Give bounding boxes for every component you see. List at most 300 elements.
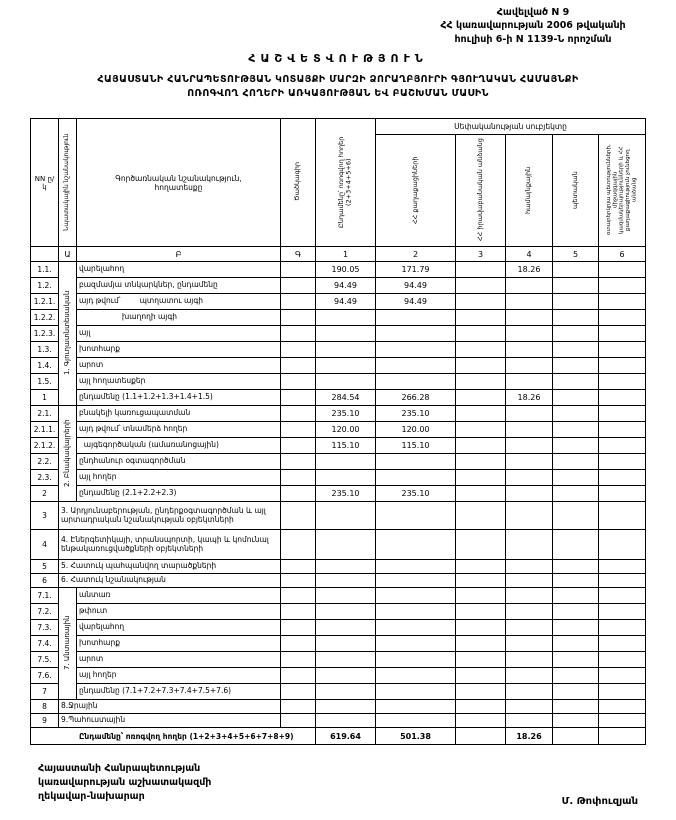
code-cell (281, 470, 316, 486)
col-header-code (281, 119, 316, 247)
land-type-cell: բազմամյա տնկարկներ, ընդամենը (77, 278, 281, 294)
value-cell (376, 684, 456, 700)
value-cell (316, 652, 376, 668)
footer-office-line3: ղեկավար-նախարար (38, 790, 145, 802)
value-cell (376, 502, 456, 530)
value-cell: 94.49 (316, 278, 376, 294)
letter-cell: 1 (316, 247, 376, 262)
row-number-cell: 2.2. (31, 454, 59, 470)
table-row (31, 620, 646, 636)
land-type-cell: այգեգործական (ամառանոցային) (77, 438, 281, 454)
value-cell (456, 326, 506, 342)
code-cell (281, 294, 316, 310)
letter-cell: 3 (456, 247, 506, 262)
row-number-cell: 1.5. (31, 374, 59, 390)
land-type-cell: այլ (77, 326, 281, 342)
value-cell (506, 438, 553, 454)
letter-cell: Ա (59, 247, 77, 262)
land-type-cell: ընդամենը (2.1+2.2+2.3) (77, 486, 281, 502)
value-cell: 120.00 (376, 422, 456, 438)
value-cell (316, 636, 376, 652)
value-cell (599, 326, 646, 342)
row-number-cell: 4 (31, 530, 59, 560)
code-cell (281, 406, 316, 422)
value-cell (316, 470, 376, 486)
value-cell (376, 560, 456, 574)
report-table (30, 118, 646, 745)
land-type-cell: այլ հողեր (77, 668, 281, 684)
letter-cell: 2 (376, 247, 456, 262)
table-row (31, 530, 646, 560)
page-title: ՀԱՇՎԵՏՎՈՒԹՅՈՒՆ (248, 52, 428, 65)
table-row (31, 422, 646, 438)
value-cell (506, 574, 553, 588)
code-cell (281, 588, 316, 604)
table-row (31, 700, 646, 714)
code-cell (281, 574, 316, 588)
col-group-subject: Սեփականության սուբյեկտը (376, 119, 646, 135)
code-cell (281, 390, 316, 406)
value-cell (376, 342, 456, 358)
land-type-cell: անտառ (77, 588, 281, 604)
value-cell (553, 262, 599, 278)
value-cell (599, 486, 646, 502)
code-cell (281, 358, 316, 374)
value-cell (506, 636, 553, 652)
col-header-nn: NN ը/կ (31, 119, 59, 247)
land-type-cell: այդ թվում՝ տնամերձ հողեր (77, 422, 281, 438)
value-cell (599, 502, 646, 530)
code-cell (281, 530, 316, 560)
value-cell (553, 560, 599, 574)
value-cell (599, 470, 646, 486)
table-row (31, 278, 646, 294)
value-cell (553, 728, 599, 745)
value-cell (506, 604, 553, 620)
col-header-total-label: Ընդամենը՝ ոռոգվող հողեր (2+3+4+5+6) (337, 135, 353, 228)
letter-cell: Գ (281, 247, 316, 262)
value-cell (506, 530, 553, 560)
land-type-cell: խոտհարք (77, 342, 281, 358)
value-cell (553, 358, 599, 374)
row-number-cell: 1.2.1. (31, 294, 59, 310)
value-cell (316, 620, 376, 636)
footer-office-line2: կառավարության աշխատակազմի (38, 776, 212, 788)
table-row-grand-total (31, 728, 646, 745)
land-type-cell: 9.Պահուստային (59, 714, 281, 728)
value-cell (553, 294, 599, 310)
row-number-cell: 7.2. (31, 604, 59, 620)
value-cell: 235.10 (376, 486, 456, 502)
value-cell (599, 390, 646, 406)
col-header-citizens-label: ՀՀ քաղաքացիների (410, 155, 419, 224)
value-cell (599, 358, 646, 374)
code-cell (281, 684, 316, 700)
value-cell (456, 684, 506, 700)
value-cell (376, 636, 456, 652)
value-cell (456, 530, 506, 560)
value-cell (316, 684, 376, 700)
value-cell (506, 620, 553, 636)
value-cell (376, 620, 456, 636)
value-cell (316, 530, 376, 560)
code-cell (281, 714, 316, 728)
table-row-subtotal (31, 390, 646, 406)
table-row (31, 652, 646, 668)
value-cell (376, 668, 456, 684)
value-cell (599, 262, 646, 278)
value-cell (599, 668, 646, 684)
value-cell (316, 714, 376, 728)
code-cell (281, 668, 316, 684)
col-header-legal-entities-label: ՀՀ իրավաբանական անձանց (475, 138, 484, 241)
code-cell (281, 422, 316, 438)
value-cell (456, 714, 506, 728)
value-cell (456, 574, 506, 588)
value-cell (553, 588, 599, 604)
value-cell (456, 454, 506, 470)
value-cell (376, 326, 456, 342)
value-cell (456, 262, 506, 278)
value-cell (376, 652, 456, 668)
value-cell (553, 604, 599, 620)
value-cell (376, 374, 456, 390)
value-cell: 235.10 (376, 406, 456, 422)
value-cell (599, 588, 646, 604)
land-type-cell: այլ հողատեսքեր (77, 374, 281, 390)
value-cell (456, 588, 506, 604)
row-number-cell: 7.3. (31, 620, 59, 636)
row-number-cell: 1.2. (31, 278, 59, 294)
value-cell (506, 342, 553, 358)
value-cell (599, 714, 646, 728)
code-cell (281, 560, 316, 574)
land-type-cell: վարելահող (77, 620, 281, 636)
code-cell (281, 438, 316, 454)
signature-name: Մ. Թոփուզյան (561, 796, 638, 807)
value-cell (599, 438, 646, 454)
value-cell (456, 294, 506, 310)
value-cell (553, 438, 599, 454)
value-cell (456, 406, 506, 422)
value-cell (553, 684, 599, 700)
col-header-state-label: պետական (570, 170, 579, 209)
code-cell (281, 310, 316, 326)
table-row (31, 454, 646, 470)
table-row (31, 502, 646, 530)
value-cell (553, 574, 599, 588)
row-number-cell: 7.6. (31, 668, 59, 684)
footer-office-line1: Հայաստանի Հանրապետության (38, 763, 201, 774)
value-cell (553, 502, 599, 530)
value-cell (599, 684, 646, 700)
value-cell (316, 502, 376, 530)
value-cell (506, 310, 553, 326)
col-header-purpose (59, 119, 77, 247)
value-cell: 94.49 (316, 294, 376, 310)
row-number-cell: 6 (31, 574, 59, 588)
table-row (31, 262, 646, 278)
code-cell (281, 454, 316, 470)
value-cell (553, 714, 599, 728)
row-number-cell: 2.1.1. (31, 422, 59, 438)
land-type-cell: այլ հողեր (77, 470, 281, 486)
row-number-cell: 1.4. (31, 358, 59, 374)
table-row (31, 326, 646, 342)
value-cell (506, 588, 553, 604)
section-cell-settlements (59, 406, 77, 502)
value-cell (553, 310, 599, 326)
grand-total-label: Ընդամենը՝ ոռոգվող հողեր (1+2+3+4+5+6+7+8+9) (31, 728, 316, 745)
col-header-community (506, 135, 553, 247)
value-cell: 190.05 (316, 262, 376, 278)
value-cell: 94.49 (376, 294, 456, 310)
value-cell (456, 700, 506, 714)
col-header-code-label: Ծածկագիր (293, 162, 302, 201)
value-cell (553, 636, 599, 652)
row-number-cell: 1.2.3. (31, 326, 59, 342)
row-number-cell: 1.2.2. (31, 310, 59, 326)
value-cell (553, 406, 599, 422)
section-label: 1. Գյուղատնտեսական (63, 290, 72, 375)
table-row-subtotal (31, 684, 646, 700)
value-cell: 18.26 (506, 728, 553, 745)
row-number-cell: 8 (31, 700, 59, 714)
land-type-cell: խոտհարք (77, 636, 281, 652)
value-cell (599, 560, 646, 574)
value-cell (376, 454, 456, 470)
value-cell (316, 574, 376, 588)
value-cell (553, 374, 599, 390)
value-cell (553, 620, 599, 636)
row-number-cell: 1.1. (31, 262, 59, 278)
value-cell (456, 390, 506, 406)
value-cell: 115.10 (376, 438, 456, 454)
row-number-cell: 3 (31, 502, 59, 530)
title-block (0, 52, 676, 99)
land-type-cell: ընդամենը (7.1+7.2+7.3+7.4+7.5+7.6) (77, 684, 281, 700)
value-cell (376, 588, 456, 604)
table-row (31, 310, 646, 326)
col-header-foreign-label: օտարերկրյա պետությունների, միջազգային կազմակերպությունների և ՀՀ քաղաքացիություն չունեցող անձանց (606, 144, 638, 235)
value-cell (553, 422, 599, 438)
table-row (31, 342, 646, 358)
code-cell (281, 374, 316, 390)
value-cell: 235.10 (316, 486, 376, 502)
value-cell (456, 278, 506, 294)
value-cell (316, 560, 376, 574)
value-cell (316, 604, 376, 620)
letter-cell (31, 247, 59, 262)
table-row (31, 574, 646, 588)
col-header-community-label: համայնքային (524, 165, 533, 214)
row-number-cell: 2.1.2. (31, 438, 59, 454)
value-cell (506, 326, 553, 342)
value-cell (599, 574, 646, 588)
value-cell (456, 358, 506, 374)
value-cell (316, 374, 376, 390)
value-cell (316, 454, 376, 470)
table-row (31, 560, 646, 574)
value-cell (599, 636, 646, 652)
table-row (31, 588, 646, 604)
table-row (31, 406, 646, 422)
value-cell (316, 326, 376, 342)
row-number-cell: 5 (31, 560, 59, 574)
section-label: 2. Բնակավայրերի (63, 418, 72, 487)
appendix-block (418, 6, 648, 46)
value-cell (553, 668, 599, 684)
row-number-cell: 1.3. (31, 342, 59, 358)
value-cell (599, 294, 646, 310)
footer-office (38, 762, 211, 803)
value-cell (599, 374, 646, 390)
land-type-cell: վարելահող (77, 262, 281, 278)
value-cell (599, 604, 646, 620)
section-label: 7. Անտառային (63, 615, 72, 670)
value-cell (456, 668, 506, 684)
land-type-cell: բնակելի կառուցապատման (77, 406, 281, 422)
value-cell (553, 700, 599, 714)
code-cell (281, 278, 316, 294)
value-cell: 619.64 (316, 728, 376, 745)
col-header-state (553, 135, 599, 247)
land-type-cell: ընդամենը (1.1+1.2+1.3+1.4+1.5) (77, 390, 281, 406)
land-type-cell: արոտ (77, 358, 281, 374)
land-type-cell: խաղողի այգի (77, 310, 281, 326)
col-header-functional: Գործառնական նշանակություն, հողատեսքը (77, 119, 281, 247)
letter-cell: 4 (506, 247, 553, 262)
land-type-cell: ընդհանուր օգտագործման (77, 454, 281, 470)
land-type-cell: արոտ (77, 652, 281, 668)
value-cell (316, 588, 376, 604)
value-cell: 18.26 (506, 262, 553, 278)
value-cell (316, 342, 376, 358)
value-cell (506, 502, 553, 530)
value-cell: 94.49 (376, 278, 456, 294)
value-cell (506, 406, 553, 422)
value-cell (376, 574, 456, 588)
value-cell (456, 728, 506, 745)
table-row (31, 374, 646, 390)
row-number-cell: 2.1. (31, 406, 59, 422)
table-row (31, 294, 646, 310)
value-cell (456, 636, 506, 652)
column-letter-row (31, 247, 646, 262)
col-header-legal-entities (456, 135, 506, 247)
table-row (31, 636, 646, 652)
appendix-decree-line2: հուլիսի 6-ի N 1139-Ն որոշման (454, 33, 612, 45)
value-cell (456, 486, 506, 502)
land-type-cell: թփուտ (77, 604, 281, 620)
value-cell (553, 278, 599, 294)
value-cell (456, 310, 506, 326)
value-cell (599, 700, 646, 714)
appendix-number: Հավելված N 9 (496, 7, 570, 18)
value-cell (599, 406, 646, 422)
letter-cell: 6 (599, 247, 646, 262)
value-cell (599, 530, 646, 560)
col-header-foreign (599, 135, 646, 247)
land-type-cell: 6. Հատուկ նշանակության (59, 574, 281, 588)
land-type-cell: այդ թվում՝ պտղատու այգի (77, 294, 281, 310)
value-cell (599, 310, 646, 326)
col-header-purpose-label: Նպատակային նշանակություն (63, 132, 71, 231)
value-cell: 115.10 (316, 438, 376, 454)
value-cell (599, 728, 646, 745)
value-cell (553, 486, 599, 502)
value-cell (456, 560, 506, 574)
value-cell (376, 310, 456, 326)
value-cell (599, 620, 646, 636)
value-cell: 266.28 (376, 390, 456, 406)
row-number-cell: 2.3. (31, 470, 59, 486)
header-row-group (31, 119, 646, 135)
title-subtitle-1: ՀԱՅԱՍՏԱՆԻ ՀԱՆՐԱՊԵՏՈՒԹՅԱՆ ԿՈՏԱՅՔԻ ՄԱՐԶԻ ՁՈՐԱՂԲՅՈՒՐԻ ԳՅՈՒՂԱԿԱՆ ՀԱՄԱՅՆՔԻ (97, 74, 579, 85)
value-cell (506, 454, 553, 470)
land-type-cell: 8.Ջրային (59, 700, 281, 714)
value-cell (506, 684, 553, 700)
code-cell (281, 604, 316, 620)
row-number-cell: 7.4. (31, 636, 59, 652)
code-cell (281, 620, 316, 636)
value-cell (599, 454, 646, 470)
value-cell (316, 310, 376, 326)
letter-cell: 5 (553, 247, 599, 262)
value-cell (506, 652, 553, 668)
land-type-cell: 4. Էներգետիկայի, տրանսպորտի, կապի և կոմունալ ենթակառուցվածքների օբյեկտների (59, 530, 281, 560)
value-cell (376, 530, 456, 560)
value-cell (376, 604, 456, 620)
value-cell (506, 486, 553, 502)
code-cell (281, 262, 316, 278)
value-cell (376, 700, 456, 714)
value-cell (456, 422, 506, 438)
value-cell (506, 358, 553, 374)
appendix-decree-line1: ՀՀ կառավարության 2006 թվականի (440, 20, 626, 32)
section-cell-forest (59, 588, 77, 700)
value-cell (506, 470, 553, 486)
code-cell (281, 502, 316, 530)
value-cell (376, 358, 456, 374)
land-type-cell: 3. Արդյունաբերության, ընդերքօգտագործման և այլ արտադրական նշանակության օբյեկտների (59, 502, 281, 530)
value-cell (506, 668, 553, 684)
table-row-subtotal (31, 486, 646, 502)
value-cell (553, 652, 599, 668)
value-cell (553, 390, 599, 406)
value-cell (553, 454, 599, 470)
value-cell (376, 470, 456, 486)
value-cell (456, 342, 506, 358)
code-cell (281, 326, 316, 342)
value-cell: 284.54 (316, 390, 376, 406)
value-cell (599, 278, 646, 294)
value-cell: 120.00 (316, 422, 376, 438)
col-header-total-irrigated (316, 119, 376, 247)
value-cell (456, 502, 506, 530)
value-cell (456, 604, 506, 620)
value-cell (506, 560, 553, 574)
value-cell (599, 652, 646, 668)
value-cell (553, 530, 599, 560)
table-row (31, 358, 646, 374)
value-cell (506, 700, 553, 714)
row-number-cell: 7.5. (31, 652, 59, 668)
land-type-cell: 5. Հատուկ պահպանվող տարածքների (59, 560, 281, 574)
row-number-cell: 7 (31, 684, 59, 700)
value-cell: 235.10 (316, 406, 376, 422)
table-row (31, 714, 646, 728)
